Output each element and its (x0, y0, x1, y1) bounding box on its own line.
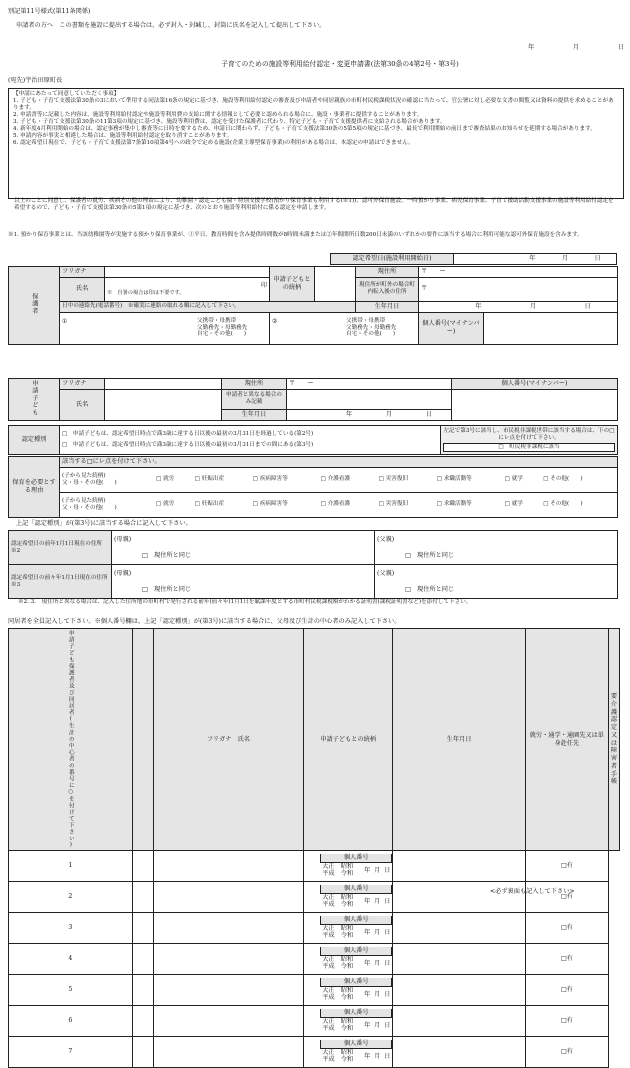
desired-date-label: 認定希望日(施設利用開始日) (331, 254, 454, 265)
child-furigana-label: フリガナ (60, 379, 105, 390)
phone-label: 日中の連絡先(電話番号) ※確実に連絡の取れる順に記入して下さい。 (60, 301, 356, 312)
reason-1-other[interactable]: □ その他( ) (541, 467, 617, 492)
household-birth-day: 日 (384, 897, 391, 905)
household-header-work: 就労・通学・通園先又は単身赴任先 (525, 629, 608, 851)
date-month-label: 月 (572, 44, 580, 51)
household-birth-year: 年 (364, 990, 371, 998)
child-mynumber-label: 個人番号(マイナンバー) (452, 379, 618, 390)
household-birth-input[interactable] (304, 956, 392, 972)
household-eras (322, 925, 362, 941)
other-address-input[interactable]: 〒 (419, 277, 618, 301)
household-row-number[interactable]: 3 (9, 913, 133, 944)
household-work-input[interactable] (393, 882, 526, 913)
residence-row-2-father[interactable] (375, 565, 618, 599)
consent-item-2: 2. 申請書等に記載した内容は、施設等利用給付認定や施設等利用費の支給に関する情報として必要と認められる場合に、施設・事業者に提供することがあります。 (13, 111, 423, 118)
household-eras (322, 956, 362, 972)
contact-2-types (346, 318, 416, 339)
child-postal: 〒 ー (289, 380, 314, 387)
desired-month: 月 (561, 255, 569, 263)
child-birth-label: 生年月日 (222, 410, 287, 421)
household-birth-day: 日 (384, 866, 391, 874)
household-relation-input[interactable] (153, 944, 303, 975)
household-era-2: 平成 令和 (322, 932, 354, 940)
household-row-number[interactable]: 7 (9, 1037, 133, 1068)
household-row (9, 1006, 620, 1037)
household-era-1: 大正 昭和 (322, 1017, 354, 1025)
household-care-checkbox[interactable]: □有 (525, 1006, 608, 1037)
household-relation-input[interactable] (153, 851, 303, 882)
household-birth-cell (304, 944, 393, 975)
household-birth-cell (304, 882, 393, 913)
residence-1-mother-same[interactable]: □ 現住所と同じ (142, 551, 192, 559)
household-mynumber-label: 個人番号 (320, 1009, 392, 1018)
household-eras (322, 1018, 362, 1034)
contact-2-input[interactable] (270, 312, 419, 344)
household-work-input[interactable] (393, 1006, 526, 1037)
household-birth-year: 年 (364, 1052, 371, 1060)
household-era-1: 大正 昭和 (322, 955, 354, 963)
residence-2-mother-same[interactable]: □ 現住所と同じ (142, 585, 192, 593)
household-row-number[interactable]: 2 (9, 882, 133, 913)
household-birth-cell (304, 851, 393, 882)
household-row (9, 851, 620, 882)
guardian-furigana-input[interactable] (105, 267, 270, 278)
residence-row-2-mother[interactable] (112, 565, 375, 599)
household-work-input[interactable] (393, 913, 526, 944)
consent-box (8, 88, 624, 199)
household-name-input[interactable] (132, 913, 153, 944)
household-birth-month: 月 (374, 1021, 381, 1029)
household-relation-input[interactable] (153, 882, 303, 913)
household-header-blank (132, 629, 153, 851)
guardian-birth-month: 月 (529, 302, 537, 310)
residence-row-1-mother[interactable] (112, 531, 375, 565)
desired-year: 年 (529, 255, 536, 263)
child-address-label: 現住所 (222, 379, 287, 390)
residence-instruction: 上記「認定種別」が(第3号)に該当する場合に記入して下さい。 (16, 520, 192, 527)
residence-1-father-same[interactable]: □ 現住所と同じ (405, 551, 455, 559)
guardian-birth-label: 生年月日 (356, 301, 419, 312)
household-birth-day: 日 (384, 959, 391, 967)
household-birth-month: 月 (374, 1052, 381, 1060)
household-birth-input[interactable] (304, 1049, 392, 1065)
residence-2-mother-label: (母親) (114, 569, 132, 577)
reason-2-disaster[interactable]: □ 災害復旧 (377, 492, 435, 517)
household-eras (322, 1049, 362, 1065)
child-birth-month: 月 (385, 411, 393, 418)
household-birth-year: 年 (364, 959, 371, 967)
reason-1-jobseek[interactable]: □ 求職活動等 (435, 467, 503, 492)
reason-1-work[interactable]: □ 就労 (154, 467, 193, 492)
household-work-input[interactable] (393, 1037, 526, 1068)
household-care-checkbox[interactable]: □有 (525, 975, 608, 1006)
household-birth-input[interactable] (304, 987, 392, 1003)
household-instruction: 同居者を全員記入して下さい。※個人番号欄は、上記「認定種別」が(第3号)に該当する場合に、父母及び生計の中心者のみ記入して下さい。 (8, 618, 401, 625)
reason-2-pregnancy[interactable]: □ 妊娠出産 (193, 492, 251, 517)
household-birth-input[interactable] (304, 894, 392, 910)
guardian-relation-label: 申請子どもとの続柄 (270, 267, 315, 302)
residence-2-father-label: (父親) (377, 569, 395, 577)
household-work-input[interactable] (393, 975, 526, 1006)
note-1: ※1. 預かり保育事業とは、当該幼稚園等が実施する預かり保育事業が、①平日、教育時間を含み提供時間数が8時間未満または②年間開所日数200日未満のいずれかの要件に該当する場合に利用可能な認可外保育施設を含みます。 (8, 232, 583, 238)
household-birth-month: 月 (374, 866, 381, 874)
household-birth-day: 日 (384, 990, 391, 998)
household-birth-year: 年 (364, 897, 371, 905)
household-era-2: 平成 令和 (322, 963, 354, 971)
household-relation-input[interactable] (153, 913, 303, 944)
residence-1-father-label: (父親) (377, 535, 395, 543)
consent-heading: 【申請にあたって同意していただく事項】 (13, 91, 120, 97)
household-table (8, 628, 620, 1068)
form-number: 別記第11号様式(第11条関係) (8, 8, 91, 15)
household-birth-input[interactable] (304, 925, 392, 941)
guardian-furigana-label: フリガナ (60, 267, 105, 278)
child-birth-day: 日 (425, 411, 433, 418)
agree-text: 以上のことに同意し、保護者の就労、疾病その他の理由により、幼稚園・認定こども園・特別支援学校(預かり保育事業も利用する(※1))、認可外保育施設、一時預かり事業、病児保育事業、子育て援助活動支援事業の施設等利用給付認定を希望するので、子ども・子育て支援法第30条の5第1項の規定に基づき、次のとおり施設等利用給付に係る認定を申請します。 (14, 198, 614, 211)
household-birth-input[interactable] (304, 863, 392, 879)
household-mynumber-label: 個人番号 (320, 916, 392, 925)
consent-item-5: 5. 申請内容が事実と相違した場合は、施設等利用給付認定を取り消すことがあります。 (13, 132, 233, 139)
child-addr-diff-label: 申請者と異なる場合のみ記載 (222, 389, 287, 409)
contact-1-number: ① (62, 317, 68, 325)
guardian-birth-day: 日 (584, 302, 591, 310)
household-era-1: 大正 昭和 (322, 862, 354, 870)
reason-1-care[interactable]: □ 介護看護 (319, 467, 377, 492)
consent-item-1: 1. 子ども・子育て支援法第30条の3において準用する同法第16条の規定に基づき、施設等利用給付認定の審査及び申請者や同居親族の市町村民税課税状況の確認に当たって、官公署に対し必要な文書の閲覧又は資料の提供を求めることがあります。 (13, 97, 614, 111)
guardian-name-input[interactable] (105, 277, 270, 301)
guardian-address-input[interactable] (419, 267, 618, 278)
category-table (8, 425, 618, 455)
household-birth-cell (304, 975, 393, 1006)
household-birth-month: 月 (374, 928, 381, 936)
consent-item-4: 4. 新年度4月利用開始の場合は、認定事務が集中し審査等に日時を要するため、申請日に関わらず、子ども・子育て支援法第30条の5第5項の規定に基づき、最長で利用開始の前日まで審査結果のお知らせを延期する場合があります。 (13, 125, 596, 132)
household-header-care: 要介護認定又は障害者手帳 (608, 629, 619, 851)
contact-1-input[interactable] (60, 312, 270, 344)
household-row (9, 975, 620, 1006)
contact-2-number: ② (272, 317, 278, 325)
residence-row-1-label: 認定希望日の前年1月1日現在の住所※2 (9, 531, 112, 565)
household-care-checkbox[interactable]: □有 (525, 882, 608, 913)
child-name-input[interactable] (105, 389, 222, 420)
household-work-input[interactable] (393, 944, 526, 975)
household-row (9, 913, 620, 944)
household-name-input[interactable] (132, 944, 153, 975)
guardian-section-label (9, 267, 60, 345)
reason-2-jobseek[interactable]: □ 求職活動等 (435, 492, 503, 517)
household-care-checkbox[interactable]: □有 (525, 1037, 608, 1068)
consent-item-3: 3. 子ども・子育て支援法第30条の11第3項の規定に基づき、施設等利用費は、認定を受けた保護者に代わり、特定子ども・子育て支援提供者に支給される場合があります。 (13, 118, 446, 125)
household-header-relation: 申請子どもとの続柄 (304, 629, 393, 851)
child-section-label (9, 379, 60, 421)
child-furigana-input[interactable] (105, 379, 222, 390)
child-addr-diff-input[interactable] (287, 389, 452, 409)
household-era-1: 大正 昭和 (322, 1048, 354, 1056)
other-address-label: 現住所が町外の場合町内転入後の住所 (356, 277, 419, 301)
household-care-checkbox[interactable]: □有 (525, 944, 608, 975)
category-side-text: 左記で第3号に該当し、市民税非課税世帯に該当する場合は、下の□にレ点を付けて下さい。 (443, 427, 615, 441)
household-row-number[interactable]: 1 (9, 851, 133, 882)
reason-label: 保育を必要とする理由 (9, 457, 60, 518)
reason-parent-2[interactable] (60, 492, 155, 517)
household-mynumber-label: 個人番号 (320, 1040, 392, 1049)
household-birth-cell (304, 1006, 393, 1037)
household-birth-cell (304, 913, 393, 944)
household-era-1: 大正 昭和 (322, 924, 354, 932)
guardian-name-label: 氏名 (60, 277, 105, 301)
desired-day: 日 (594, 255, 601, 263)
household-row-number[interactable]: 4 (9, 944, 133, 975)
category-option-3[interactable]: □ 申請子どもは、認定希望日時点で満3歳に達する日以後の最初の3月31日までの間にある(第3号) (62, 442, 314, 448)
consent-item-6: 6. 認定希望日現在で、子ども・子育て支援法第7条第10項第4号への政令で定める施設(企業主導型保育事業)の利用がある場合は、本認定の申請はできません。 (13, 139, 414, 146)
household-row (9, 882, 620, 913)
household-relation-input[interactable] (153, 1006, 303, 1037)
child-name-label: 氏名 (60, 389, 105, 420)
child-section-text: 申請子ども (30, 380, 38, 416)
date-year-label: 年 (528, 44, 535, 51)
household-row-number[interactable]: 6 (9, 1006, 133, 1037)
household-side-label (9, 629, 133, 851)
contact-2-type-mobile: 父携帯・母携帯 (346, 317, 386, 324)
guardian-mynumber-input[interactable] (484, 312, 618, 344)
category-side-note (441, 426, 618, 455)
household-side-text: 申請子ども保護者及び同居者(生計の中心者の番号に○を付けて下さい) (67, 630, 74, 849)
residence-table (8, 530, 618, 599)
seal-mark: 印 (260, 282, 267, 290)
household-work-input[interactable] (393, 851, 526, 882)
residence-1-mother-label: (母親) (114, 535, 132, 543)
reason-2-care[interactable]: □ 介護看護 (319, 492, 377, 517)
reason-parent-1-text: 父・母・その他( ) (62, 479, 117, 486)
household-era-2: 平成 令和 (322, 994, 354, 1002)
household-mynumber-label: 個人番号 (320, 885, 392, 894)
household-header-birth: 生年月日 (393, 629, 526, 851)
note-2-3: ※2. 3. 現住所と異なる場合は、記入した住所地の市町村で発行される前年(前々年)1月1日を賦課年度とする市町村民税課税額がわかる証明書(課税証明書など)を添付して下さい。 (18, 599, 472, 605)
header-date (528, 44, 624, 52)
reason-1-study[interactable]: □ 就学 (503, 467, 542, 492)
residence-2-father-same[interactable]: □ 現住所と同じ (405, 585, 455, 593)
reason-instruction: 該当する□にレ点を付けて下さい。 (60, 457, 618, 468)
reason-table (8, 456, 618, 518)
guardian-relation-input[interactable] (315, 267, 356, 302)
addressee: (宛先)宇治田原町長 (8, 77, 63, 84)
contact-1-type-work: 父勤務先・母勤務先 (197, 324, 248, 331)
reason-2-work[interactable]: □ 就労 (154, 492, 193, 517)
household-name-input[interactable] (132, 882, 153, 913)
footer-note: <必ず裏面も記入して下さい> (490, 888, 575, 895)
household-name-input[interactable] (132, 851, 153, 882)
reason-1-illness[interactable]: □ 疾病障害等 (251, 467, 319, 492)
guardian-birth-input[interactable] (419, 301, 618, 312)
desired-date-table (330, 253, 617, 265)
household-row (9, 944, 620, 975)
household-birth-day: 日 (384, 1052, 391, 1060)
household-care-checkbox[interactable]: □有 (525, 913, 608, 944)
category-option-2[interactable]: □ 申請子どもは、認定希望日時点で満3歳に達する日以後の最初の3月31日を経過している(第2号) (62, 431, 314, 438)
household-mynumber-label: 個人番号 (320, 947, 392, 956)
household-name-input[interactable] (132, 1037, 153, 1068)
household-birth-input[interactable] (304, 1018, 392, 1034)
contact-2-type-work: 父勤務先・母勤務先 (346, 324, 397, 331)
category-label: 認定種別 (9, 426, 60, 455)
reason-2-study[interactable]: □ 就学 (503, 492, 542, 517)
reason-relation-label-1: (子から見た続柄) (62, 472, 106, 479)
residence-row-1-father[interactable] (375, 531, 618, 565)
child-address-input[interactable] (287, 379, 452, 390)
household-eras (322, 863, 362, 879)
household-name-input[interactable] (132, 975, 153, 1006)
household-birth-month: 月 (374, 959, 381, 967)
reason-parent-2-text: 父・母・その他( ) (62, 504, 117, 511)
guardian-address-label: 現住所 (356, 267, 419, 278)
reason-parent-1[interactable] (60, 467, 155, 492)
contact-2-type-home: 自宅・その他( ) (346, 331, 396, 338)
household-birth-day: 日 (384, 1021, 391, 1029)
contact-1-type-mobile: 父携帯・母携帯 (197, 317, 237, 324)
household-birth-day: 日 (384, 928, 391, 936)
guardian-section-text: 保護者 (30, 293, 38, 315)
reason-1-disaster[interactable]: □ 災害復旧 (377, 467, 435, 492)
reason-relation-label-2: (子から見た続柄) (62, 497, 106, 504)
guardian-table (8, 266, 618, 345)
household-mynumber-label: 個人番号 (320, 978, 392, 987)
child-table (8, 378, 618, 421)
household-birth-cell (304, 1037, 393, 1068)
desired-date-field[interactable] (454, 254, 617, 265)
household-eras (322, 987, 362, 1003)
household-era-2: 平成 令和 (322, 1056, 354, 1064)
residence-row-2-label: 認定希望日の前々年1月1日現在の住所※3 (9, 565, 112, 599)
reason-2-other[interactable]: □ その他( ) (541, 492, 617, 517)
household-name-input[interactable] (132, 1006, 153, 1037)
household-row-number[interactable]: 5 (9, 975, 133, 1006)
guardian-postal: 〒 ー (421, 268, 446, 275)
guardian-mynumber-label: 個人番号(マイナンバー) (419, 312, 484, 344)
household-era-2: 平成 令和 (322, 1025, 354, 1033)
contact-1-type-home: 自宅・その他( ) (197, 331, 247, 338)
child-birth-year: 年 (345, 411, 353, 418)
household-care-checkbox[interactable]: □有 (525, 851, 608, 882)
guardian-birth-year: 年 (475, 302, 482, 310)
child-birth-input[interactable] (287, 410, 452, 421)
household-birth-year: 年 (364, 866, 371, 874)
household-mynumber-label: 個人番号 (320, 854, 392, 863)
household-era-1: 大正 昭和 (322, 893, 354, 901)
household-birth-month: 月 (374, 897, 381, 905)
household-row (9, 1037, 620, 1068)
household-birth-year: 年 (364, 1021, 371, 1029)
household-relation-input[interactable] (153, 975, 303, 1006)
contact-1-types (197, 318, 267, 339)
tax-exempt-checkbox[interactable]: □ 町民税非課税に該当 (443, 443, 615, 452)
household-era-2: 平成 令和 (322, 870, 354, 878)
reason-2-illness[interactable]: □ 疾病障害等 (251, 492, 319, 517)
household-birth-year: 年 (364, 928, 371, 936)
category-options (60, 426, 441, 455)
child-mynumber-input[interactable] (452, 389, 618, 420)
seal-note: ※ 自署の場合は印は不要です。 (107, 289, 185, 296)
household-relation-input[interactable] (153, 1037, 303, 1068)
submission-instruction: 申請者の方へ この書類を施設に提出する場合は、必ず封入・封緘し、封筒に氏名を記入して提出して下さい。 (16, 22, 326, 29)
household-header-name: フリガナ 氏名 (153, 629, 303, 851)
household-era-2: 平成 令和 (322, 901, 354, 909)
reason-1-pregnancy[interactable]: □ 妊娠出産 (193, 467, 251, 492)
household-era-1: 大正 昭和 (322, 986, 354, 994)
document-title: 子育てのための施設等利用給付認定・変更申請書(法第30条の4第2号・第3号) (221, 60, 459, 68)
date-day-label: 日 (617, 44, 624, 51)
household-eras (322, 894, 362, 910)
household-birth-month: 月 (374, 990, 381, 998)
